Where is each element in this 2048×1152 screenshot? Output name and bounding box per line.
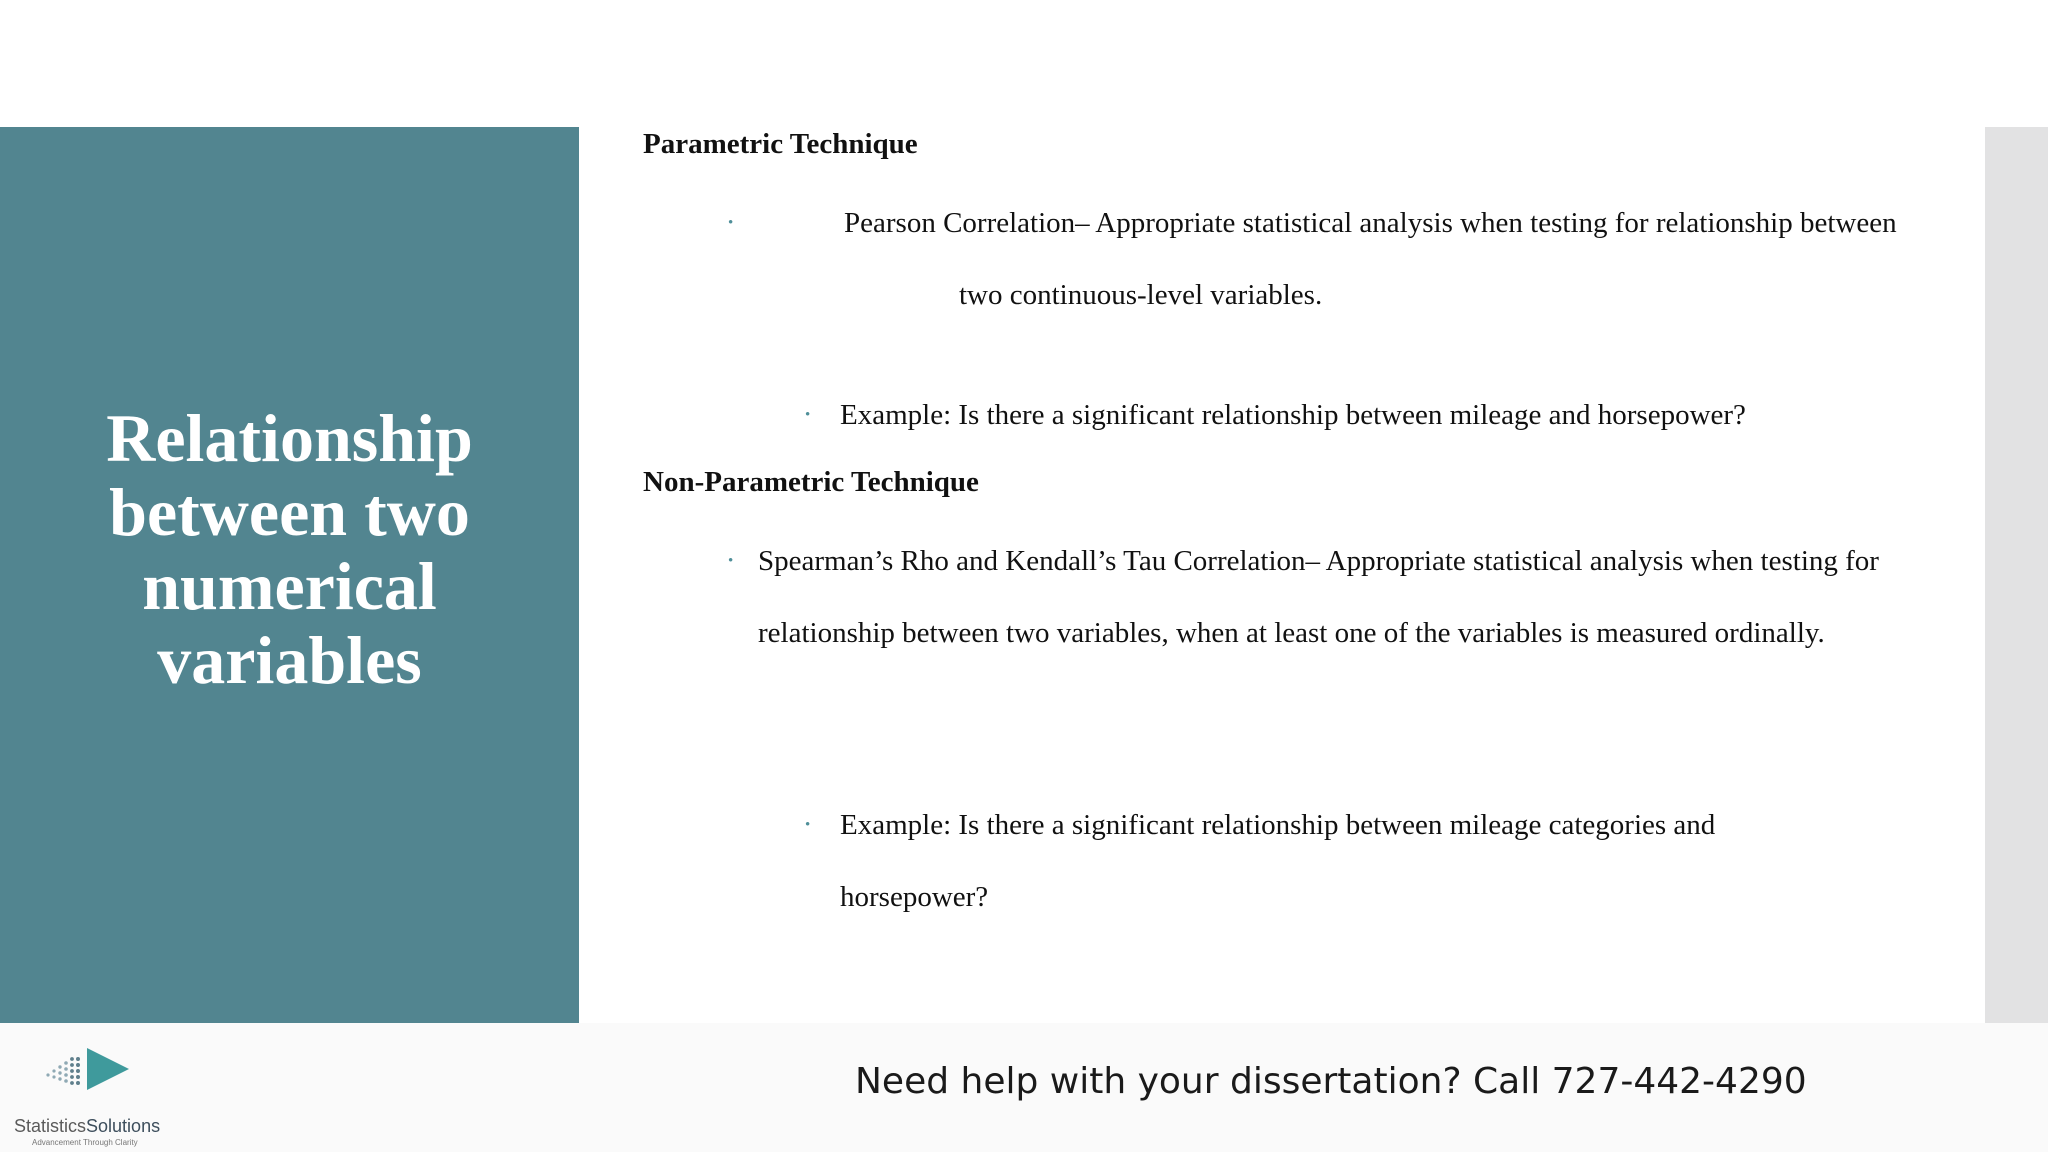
parametric-bullet-text: Pearson Correlation– Appropriate statistical analysis when testing for relationship between two continuous-level variables.: [844, 207, 1897, 311]
statistics-solutions-logo-icon: [12, 1045, 132, 1109]
bullet-dot-icon: •: [805, 817, 811, 833]
company-logo[interactable]: [12, 1045, 172, 1145]
parametric-example-text: Example: Is there a significant relationship between mileage and horsepower?: [840, 399, 1746, 431]
bullet-dot-icon: •: [728, 215, 734, 231]
nonparametric-heading: Non-Parametric Technique: [643, 466, 979, 498]
parametric-example: [806, 379, 1906, 451]
nonparametric-example-text: Example: Is there a significant relationship between mileage categories and horsepower?: [840, 809, 1716, 913]
logo-word-solutions: Solutions: [86, 1116, 161, 1136]
bullet-dot-icon: •: [805, 407, 811, 423]
logo-word-statistics: Statistics: [14, 1116, 87, 1136]
logo-tagline: Advancement Through Clarity: [32, 1138, 138, 1147]
title-panel: [0, 127, 579, 1023]
nonparametric-example: [806, 789, 1806, 933]
slide-title: Relationship between two numerical variables: [106, 400, 473, 698]
parametric-bullet: [729, 187, 1929, 331]
help-call-text: Need help with your dissertation? Call 727-442-4290: [855, 1061, 1807, 1102]
bullet-dot-icon: •: [728, 553, 734, 569]
footer: [0, 1023, 2048, 1152]
side-bar: [1985, 127, 2048, 1023]
nonparametric-bullet-text: Spearman’s Rho and Kendall’s Tau Correlation– Appropriate statistical analysis when testing for relationship between two variables, when at least one of the variables is measured ordinally.: [758, 545, 1879, 649]
nonparametric-bullet: [729, 525, 1879, 669]
parametric-heading: Parametric Technique: [643, 128, 918, 160]
logo-wordmark: [14, 1116, 160, 1137]
slide-content: [643, 127, 1963, 1023]
